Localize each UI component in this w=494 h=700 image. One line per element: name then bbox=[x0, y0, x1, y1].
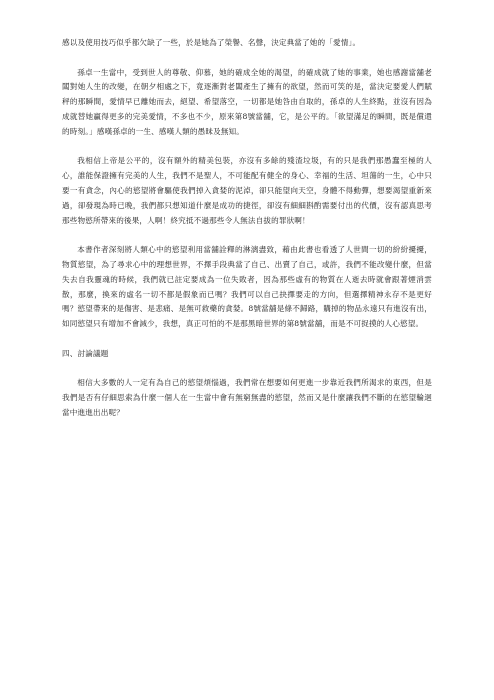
paragraph-gap bbox=[62, 332, 432, 347]
paragraph-discussion-question: 相信大多數的人一定有為自己的慾望煩惱過，我們常在想要如何更進一步靠近我們所渴求的東西，但是我們是否有仔細思索為什麼一個人在一生當中會有無窮無盡的慾望，然而又是什麼讓我們不斷的在慾望輪迴當中進進出出呢？ bbox=[62, 378, 432, 417]
paragraph-author-reflection: 本書作者深刻將人類心中的慾望利用當舖詮釋的淋漓盡致，藉由此書也看透了人世間一切的紛紛擾擾，物質慾望，為了尋求心中的理想世界，不擇手段典當了自己、出賣了自己，或許，我們不能改變什麼，但當失去自我靈魂的時候，我們就已註定要成為一位失敗者，因為那些虛有的物質在人逝去時就會跟著煙消雲散，那麼，換來的虛名一切不都是假象而已嗎？我們可以自己抉擇要走的方向，但選擇精神永存不是更好嗎？慾望帶來的是傷害、是悲痛、是無可救藥的貪婪。8號當舖是條不歸路，購掉的物品永遠只有進沒有出，如同慾望只有增加不會減少，我想，真正可怕的不是那黑暗世界的第8號當舖，而是不可捉摸的人心慾望。 bbox=[62, 245, 432, 329]
paragraph-intro-continuation: 感以及使用技巧似乎都欠缺了一些，於是她為了榮譽、名聲，決定典當了她的「愛情」。 bbox=[62, 38, 361, 47]
paragraph-god-is-fair: 我相信上帝是公平的，沒有額外的精美包裝，亦沒有多餘的殘渣垃圾，有的只是我們那愚蠢至極的人心，誰能保證擁有完美的人生，我們不是聖人，不可能配有健全的身心、幸福的生活、坦蕩的一生，心中只要一有貪念，內心的慾望將會驅使我們掉入貪婪的泥淖，卻只能望向天空，身體不得動彈，想要渴望重新來過，卻發現為時已晚，我們都只想知道什麼是成功的捷徑，卻沒有細細斟酌需要付出的代價，沒有認真思考那些物慾所帶來的後果，人啊！終究抵不過那些令人無法自拔的罪狀啊！ bbox=[62, 156, 432, 225]
paragraph-gap bbox=[62, 228, 432, 243]
paragraph-gap bbox=[62, 362, 432, 377]
paragraph-gap bbox=[62, 140, 432, 155]
paragraph-sun-zhuo: 孫卓一生當中，受到世人的尊敬、仰慕，她的確成全她的渴望，的確成就了她的事業，她也感謝當舖老闆對她人生的改變，在朝夕相處之下，竟逐漸對老闆產生了擁有的欲望，然而可笑的是，當決定要愛人們賦秤的那瞬間，愛情早已離她而去，絕望、希望落空，一切都是她咎由自取的，孫卓的人生終點，並沒有因為成就替她贏得更多的完美愛情，不多也不少，原來第8號當舖，它，是公平的。「欲望滿足的瞬間，既是償還的時刻。」感嘆孫卓的一生、感嘆人類的愚昧及無知。 bbox=[62, 67, 432, 136]
paragraph-gap bbox=[62, 51, 432, 66]
section-heading-discussion: 四、討論議題 bbox=[62, 348, 109, 358]
